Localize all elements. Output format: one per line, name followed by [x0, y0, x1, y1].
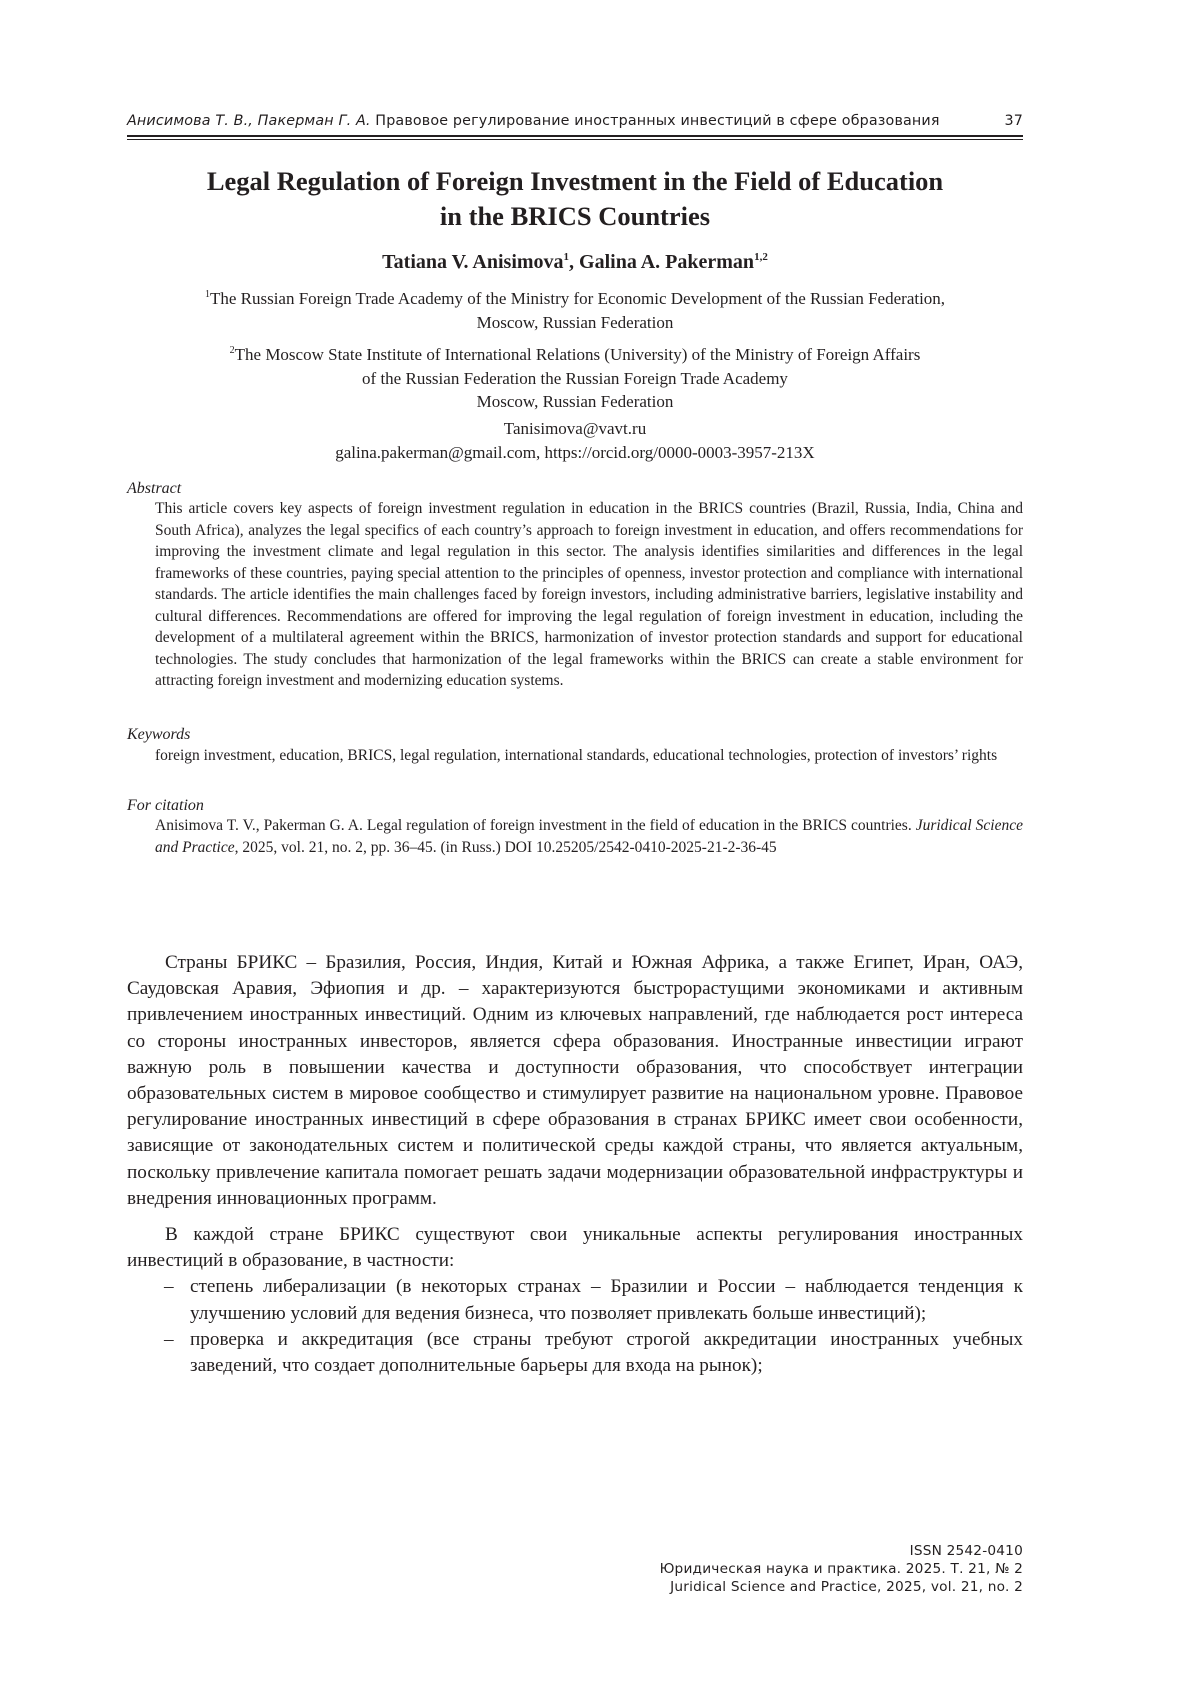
page-number: 37 — [1004, 113, 1023, 129]
email-orcid-line[interactable]: galina.pakerman@gmail.com, https://orcid.org/0000-0003-3957-213X — [335, 442, 815, 462]
affiliation-1 — [127, 283, 1023, 334]
article-title-line2: in the BRICS Countries — [439, 201, 711, 231]
citation-journal: Juridical Science and Practice — [155, 817, 1023, 856]
article-title — [127, 164, 1023, 234]
citation-heading: For citation — [127, 797, 204, 814]
abstract-heading: Abstract — [127, 480, 182, 497]
citation-part1: Anisimova T. V., Pakerman G. A. Legal regulation of foreign investment in the field of education in the BRICS countries. — [155, 817, 912, 834]
title-block — [127, 164, 1023, 275]
affiliation-1-marker: 1 — [204, 289, 210, 300]
header-title: Правовое регулирование иностранных инвестиций в сфере образования — [375, 113, 940, 129]
list-item — [164, 1327, 1023, 1379]
affiliation-2-line1: The Moscow State Institute of International Relations (University) of the Ministry of Foreign Affairs — [234, 345, 921, 364]
affiliation-1-line2: Moscow, Russian Federation — [476, 312, 674, 332]
abstract-text: This article covers key aspects of foreign investment regulation in education in the BRICS countries (Brazil, Russia, India, China and South Africa), analyzes the legal specifics of each country’s approach to foreign investment in education, and offers recommendations for improving the investment climate and legal regulation in this sector. The analysis identifies similarities and differences in the legal frameworks of these countries, paying special attention to the principles of openness, investor protection and compliance with international standards. The article identifies the main challenges faced by foreign investors, including administrative barriers, legislative instability and cultural differences. Recommendations are offered for improving the legal regulation of foreign investment in education, including the development of a multilateral agreement within the BRICS, harmonization of investor protection standards and support for educational technologies. The study concludes that harmonization of the legal frameworks within the BRICS can create a stable environment for attracting foreign investment and modernizing education systems. — [155, 500, 1023, 689]
footer-issn: ISSN 2542-0410 — [909, 1543, 1023, 1559]
header-authors: Анисимова Т. В., Пакерман Г. А. — [127, 113, 371, 129]
author-1: Tatiana V. Anisimova — [382, 251, 564, 273]
email-1[interactable]: Tanisimova@vavt.ru — [503, 419, 647, 438]
list-item-text: проверка и аккредитация (все страны требуют строгой аккредитации иностранных учебных заведений, что создает дополнительные барьеры для входа на рынок); — [190, 1328, 1023, 1377]
affiliation-2-marker: 2 — [229, 345, 235, 356]
keywords-text: foreign investment, education, BRICS, legal regulation, international standards, educational technologies, protection of investors’ rights — [155, 747, 998, 764]
body-paragraph-1: Страны БРИКС – Бразилия, Россия, Индия, Китай и Южная Африка, а также Египет, Иран, ОАЭ, Саудовская Аравия, Эфиопия и др. – характеризуются быстрорастущими экономиками и активным привлечением иностранных инвестиций. Одним из ключевых направлений, где наблюдается рост интереса со стороны иностранных инвесторов, является сфера образования. Иностранные инвестиции играют важную роль в повышении качества и доступности образования, что способствует интеграции образовательных систем в мировое сообщество и стимулирует развитие на национальном уровне. Правовое регулирование иностранных инвестиций в сфере образования в странах БРИКС имеет свои особенности, зависящие от законодательных систем и политической среды каждой страны, что является актуальным, поскольку привлечение капитала помогает решать задачи модернизации образовательной инфраструктуры и внедрения инновационных программ. — [127, 952, 1023, 1209]
running-header — [127, 113, 1023, 129]
dash-bullet: – — [164, 1328, 174, 1350]
page-footer — [660, 1542, 1023, 1596]
citation-part2: , 2025, vol. 21, no. 2, pp. 36–45. (in Russ.) DOI 10.25205/2542-0410-2025-21-2-36-45 — [234, 838, 777, 856]
running-header-text — [127, 113, 940, 129]
author-separator: , — [569, 251, 580, 273]
affiliation-2 — [127, 339, 1023, 414]
article-body — [127, 950, 1023, 1379]
contact-block — [127, 417, 1023, 464]
list-item-text: степень либерализации (в некоторых странах – Бразилии и России – наблюдается тенденция к улучшению условий для ведения бизнеса, что позволяет привлекать больше инвестиций); — [190, 1276, 1023, 1324]
dash-bullet: – — [164, 1276, 174, 1298]
author-line — [127, 244, 1023, 275]
affiliation-2-line3: Moscow, Russian Federation — [476, 392, 674, 411]
header-rule-thin — [127, 139, 1023, 140]
list-item — [164, 1274, 1023, 1326]
body-paragraph-2: В каждой стране БРИКС существуют свои уникальные аспекты регулирования иностранных инвестиций в образование, в частности: — [127, 1224, 1023, 1272]
author-1-affiliation: 1 — [563, 251, 570, 263]
author-2-affiliation: 1,2 — [754, 251, 768, 263]
header-rule — [127, 135, 1023, 137]
affiliation-2-line2: of the Russian Federation the Russian Foreign Trade Academy — [362, 368, 788, 388]
footer-journal-en: Juridical Science and Practice, 2025, vol. 21, no. 2 — [670, 1579, 1023, 1595]
citation-text — [155, 815, 1023, 858]
bullet-list — [127, 1274, 1023, 1379]
footer-journal-ru: Юридическая наука и практика. 2025. Т. 21, № 2 — [659, 1561, 1023, 1577]
author-2: Galina A. Pakerman — [579, 251, 755, 273]
affiliation-1-line1: The Russian Foreign Trade Academy of the Ministry for Economic Development of the Russian Federation, — [209, 289, 946, 308]
keywords-heading: Keywords — [127, 726, 191, 743]
article-title-line1: Legal Regulation of Foreign Investment in the Field of Education — [206, 166, 944, 196]
